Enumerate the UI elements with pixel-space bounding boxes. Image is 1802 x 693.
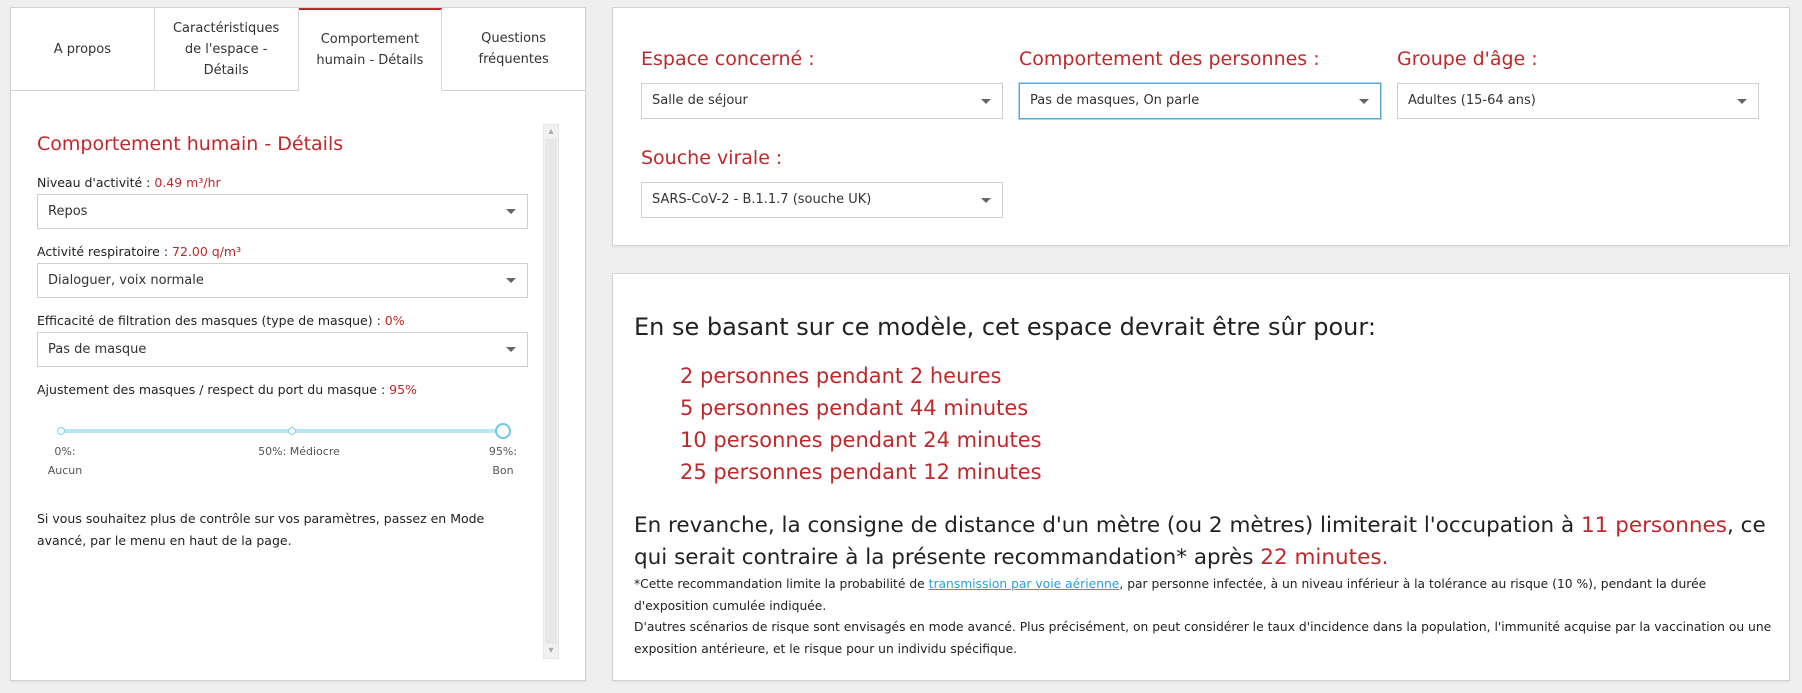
age-group-select[interactable] bbox=[1397, 83, 1759, 119]
respiratory-activity-value: 72.00 q/m³ bbox=[172, 244, 242, 259]
activity-level-text: Niveau d'activité : bbox=[37, 175, 155, 190]
strain-selected: SARS-CoV-2 - B.1.1.7 (souche UK) bbox=[652, 192, 872, 207]
strain-select[interactable] bbox=[641, 182, 1003, 218]
space-label: Espace concerné : bbox=[641, 48, 815, 70]
space-selected: Salle de séjour bbox=[652, 93, 748, 108]
mask-efficiency-select[interactable] bbox=[37, 332, 528, 367]
tab-content bbox=[11, 92, 585, 680]
details-panel bbox=[10, 7, 586, 681]
scroll-up-arrow-icon[interactable]: ▴ bbox=[548, 126, 554, 137]
activity-level-value: 0.49 m³/hr bbox=[154, 175, 221, 190]
chevron-down-icon bbox=[1737, 99, 1747, 104]
scroll-down-arrow-icon[interactable]: ▾ bbox=[548, 645, 554, 656]
tab-bar bbox=[11, 8, 585, 91]
chevron-down-icon bbox=[1359, 99, 1369, 104]
respiratory-activity-label bbox=[37, 244, 241, 259]
list-item: 2 personnes pendant 2 heures bbox=[680, 364, 1002, 388]
mask-fit-text: Ajustement des masques / respect du port du masque : bbox=[37, 382, 390, 397]
chevron-down-icon bbox=[506, 347, 516, 352]
behavior-label: Comportement des personnes : bbox=[1019, 48, 1320, 70]
section-title: Comportement humain - Détails bbox=[37, 133, 344, 155]
behavior-selected: Pas de masques, On parle bbox=[1030, 93, 1200, 108]
chevron-down-icon bbox=[506, 278, 516, 283]
list-item: 25 personnes pendant 12 minutes bbox=[680, 460, 1042, 484]
scrollbar[interactable] bbox=[543, 124, 559, 659]
footnote: *Cette recommandation limite la probabilité de transmission par voie aérienne, par personne infectée, à un niveau inférieur à la tolérance au risque (10 %), pendant la durée d'exposition cumulée indiquée. D'autres scénarios de risque sont envisagés en mode avancé. Plus précisément, on peut considérer le taux d'incidence dans la population, l'immunité acquise par la vaccination ou une exposition antérieure, et le risque pour un individu spécifique. bbox=[634, 577, 1772, 656]
distance-people-count: 11 personnes bbox=[1581, 513, 1727, 538]
mask-fit-slider-track[interactable] bbox=[61, 429, 501, 433]
scenario-controls-panel bbox=[612, 7, 1790, 246]
tab-faq[interactable]: Questions fréquentes bbox=[478, 31, 549, 67]
respiratory-activity-selected: Dialoguer, voix normale bbox=[48, 273, 204, 288]
scrollbar-thumb[interactable] bbox=[545, 139, 557, 644]
slider-tick-dot bbox=[57, 427, 65, 435]
mask-fit-value: 95% bbox=[389, 382, 417, 397]
results-list bbox=[680, 360, 1042, 488]
tab-space-details[interactable]: Caractéristiques de l'espace - Détails bbox=[155, 8, 299, 90]
mask-efficiency-text: Efficacité de filtration des masques (type de masque) : bbox=[37, 313, 385, 328]
tab-human-behavior[interactable]: Comportement humain - Détails bbox=[299, 8, 443, 91]
activity-level-label bbox=[37, 175, 221, 190]
chevron-down-icon bbox=[506, 209, 516, 214]
behavior-select[interactable] bbox=[1019, 83, 1381, 119]
age-group-selected: Adultes (15-64 ans) bbox=[1408, 93, 1536, 108]
respiratory-activity-select[interactable] bbox=[37, 263, 528, 298]
mask-efficiency-value: 0% bbox=[384, 313, 405, 328]
tab-about[interactable]: A propos bbox=[11, 8, 155, 90]
results-intro: En se basant sur ce modèle, cet espace devrait être sûr pour: bbox=[634, 313, 1376, 341]
chevron-down-icon bbox=[981, 198, 991, 203]
strain-label: Souche virale : bbox=[641, 147, 783, 169]
list-item: 5 personnes pendant 44 minutes bbox=[680, 396, 1029, 420]
slider-tick-dot bbox=[288, 427, 296, 435]
chevron-down-icon bbox=[981, 99, 991, 104]
activity-level-selected: Repos bbox=[48, 204, 88, 219]
mask-efficiency-label bbox=[37, 313, 405, 328]
respiratory-activity-text: Activité respiratoire : bbox=[37, 244, 173, 259]
activity-level-select[interactable] bbox=[37, 194, 528, 229]
distance-recommendation: En revanche, la consigne de distance d'un mètre (ou 2 mètres) limiterait l'occupation à 11 personnes, ce qui serait contraire à la présente recommandation* après 22 minutes. bbox=[634, 513, 1766, 570]
airborne-transmission-link[interactable]: transmission par voie aérienne bbox=[928, 577, 1120, 591]
mask-fit-slider-handle[interactable] bbox=[495, 423, 511, 439]
space-select[interactable] bbox=[641, 83, 1003, 119]
mask-efficiency-selected: Pas de masque bbox=[48, 342, 147, 357]
list-item: 10 personnes pendant 24 minutes bbox=[680, 428, 1042, 452]
distance-time: 22 minutes. bbox=[1260, 545, 1389, 570]
slider-tick-label: 0%: Aucun bbox=[47, 445, 83, 477]
results-panel bbox=[612, 273, 1790, 681]
advanced-mode-hint: Si vous souhaitez plus de contrôle sur vos paramètres, passez en Mode avancé, par le menu en haut de la page. bbox=[37, 511, 485, 548]
age-group-label: Groupe d'âge : bbox=[1397, 48, 1538, 70]
mask-fit-label bbox=[37, 382, 417, 397]
slider-tick-label: 95%: Bon bbox=[488, 445, 518, 477]
slider-tick-label: 50%: Médiocre bbox=[258, 445, 340, 458]
